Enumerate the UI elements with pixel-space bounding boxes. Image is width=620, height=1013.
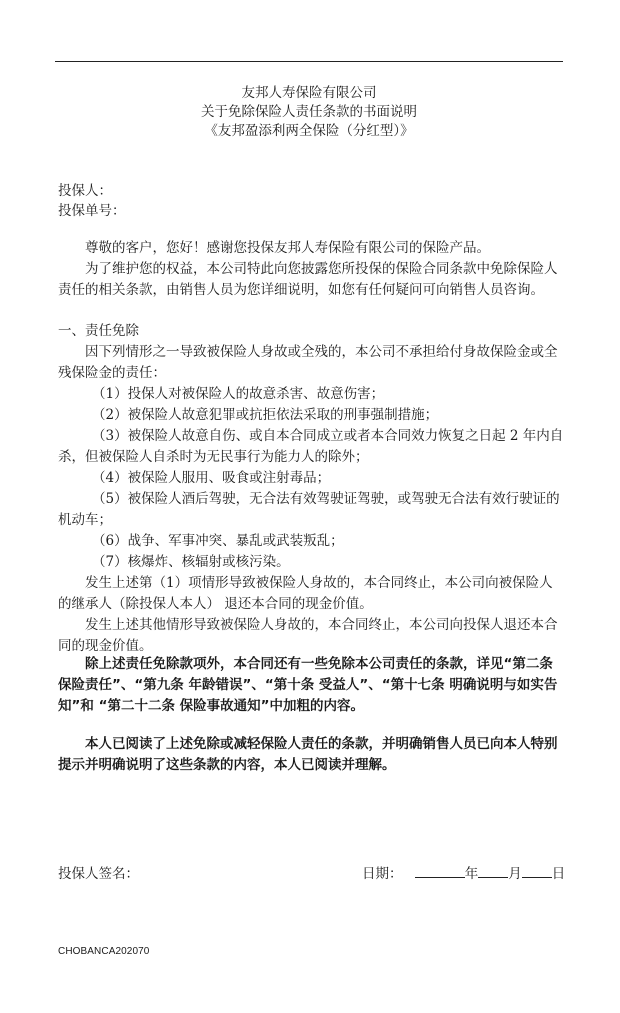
acknowledgement-paragraph: 本人已阅读了上述免除或减轻保险人责任的条款，并明确销售人员已向本人特别提示并明确说明了这些条款的内容，本人已阅读并理解。	[58, 736, 558, 773]
product-name: 《友邦盈添利两全保险（分红型）》	[204, 123, 414, 139]
note-paragraph-2: 发生上述其他情形导致被保险人身故的，本合同终止，本公司向投保人退还本合同的现金价值。	[58, 617, 558, 654]
exclusion-item-1: （1）投保人对被保险人的故意杀害、故意伤害；	[92, 386, 385, 402]
year-field[interactable]	[415, 865, 465, 878]
exclusion-item-3: （3）被保险人故意自伤、或自本合同成立或者本合同效力恢复之日起 2 年内自杀，但被保险人自杀时为无民事行为能力人的除外；	[58, 428, 564, 465]
day-field[interactable]	[522, 865, 552, 878]
month-label: 月	[508, 866, 522, 882]
day-label: 日	[551, 866, 566, 882]
exclusion-item-2: （2）被保险人故意犯罪或抗拒依法采取的刑事强制措施；	[92, 407, 439, 423]
footer-code: CHOBANCA202070	[58, 946, 150, 957]
document-header	[55, 84, 563, 141]
document-body	[58, 238, 566, 657]
top-rule	[55, 61, 563, 62]
exclusion-item-7: （7）核爆炸、核辐射或核污染。	[92, 554, 290, 570]
date-block	[362, 862, 565, 882]
bold-notice-section	[58, 654, 566, 776]
note-paragraph-1: 发生上述第（1）项情形导致被保险人身故的，本合同终止，本公司向被保险人的继承人（除投保人本人） 退还本合同的现金价值。	[58, 575, 553, 612]
exclusion-lead: 因下列情形之一导致被保险人身故或全残的，本公司不承担给付身故保险金或全残保险金的责任：	[58, 344, 558, 381]
greeting-paragraph: 尊敬的客户，您好！感谢您投保友邦人寿保险有限公司的保险产品。	[85, 240, 490, 256]
month-field[interactable]	[478, 865, 508, 878]
exclusion-item-6: （6）战争、军事冲突、暴乱或武装叛乱；	[92, 533, 344, 549]
date-label: 日期：	[362, 866, 403, 882]
section-heading: 一、责任免除	[58, 323, 139, 339]
document-title: 关于免除保险人责任条款的书面说明	[201, 104, 417, 120]
bold-notice-paragraph: 除上述责任免除款项外，本合同还有一些免除本公司责任的条款，详见“第二条 保险责任”、“第九条 年龄错误”、“第十条 受益人”、“第十七条 明确说明与如实告知”和 “第二十二条 保险事故通知”中加粗的内容。	[58, 656, 558, 714]
year-label: 年	[464, 866, 479, 882]
exclusion-item-5: （5）被保险人酒后驾驶，无合法有效驾驶证驾驶，或驾驶无合法有效行驶证的机动车；	[58, 491, 560, 528]
purpose-paragraph: 为了维护您的权益，本公司特此向您披露您所投保的保险合同条款中免除保险人责任的相关条款，由销售人员为您详细说明，如您有任何疑问可向销售人员咨询。	[58, 261, 558, 298]
application-number-label: 投保单号：	[58, 203, 126, 219]
policy-fields	[58, 181, 126, 221]
company-name: 友邦人寿保险有限公司	[241, 85, 377, 101]
signature-label: 投保人签名：	[58, 866, 139, 882]
exclusion-item-4: （4）被保险人服用、吸食或注射毒品；	[92, 470, 331, 486]
policyholder-label: 投保人：	[58, 183, 112, 199]
